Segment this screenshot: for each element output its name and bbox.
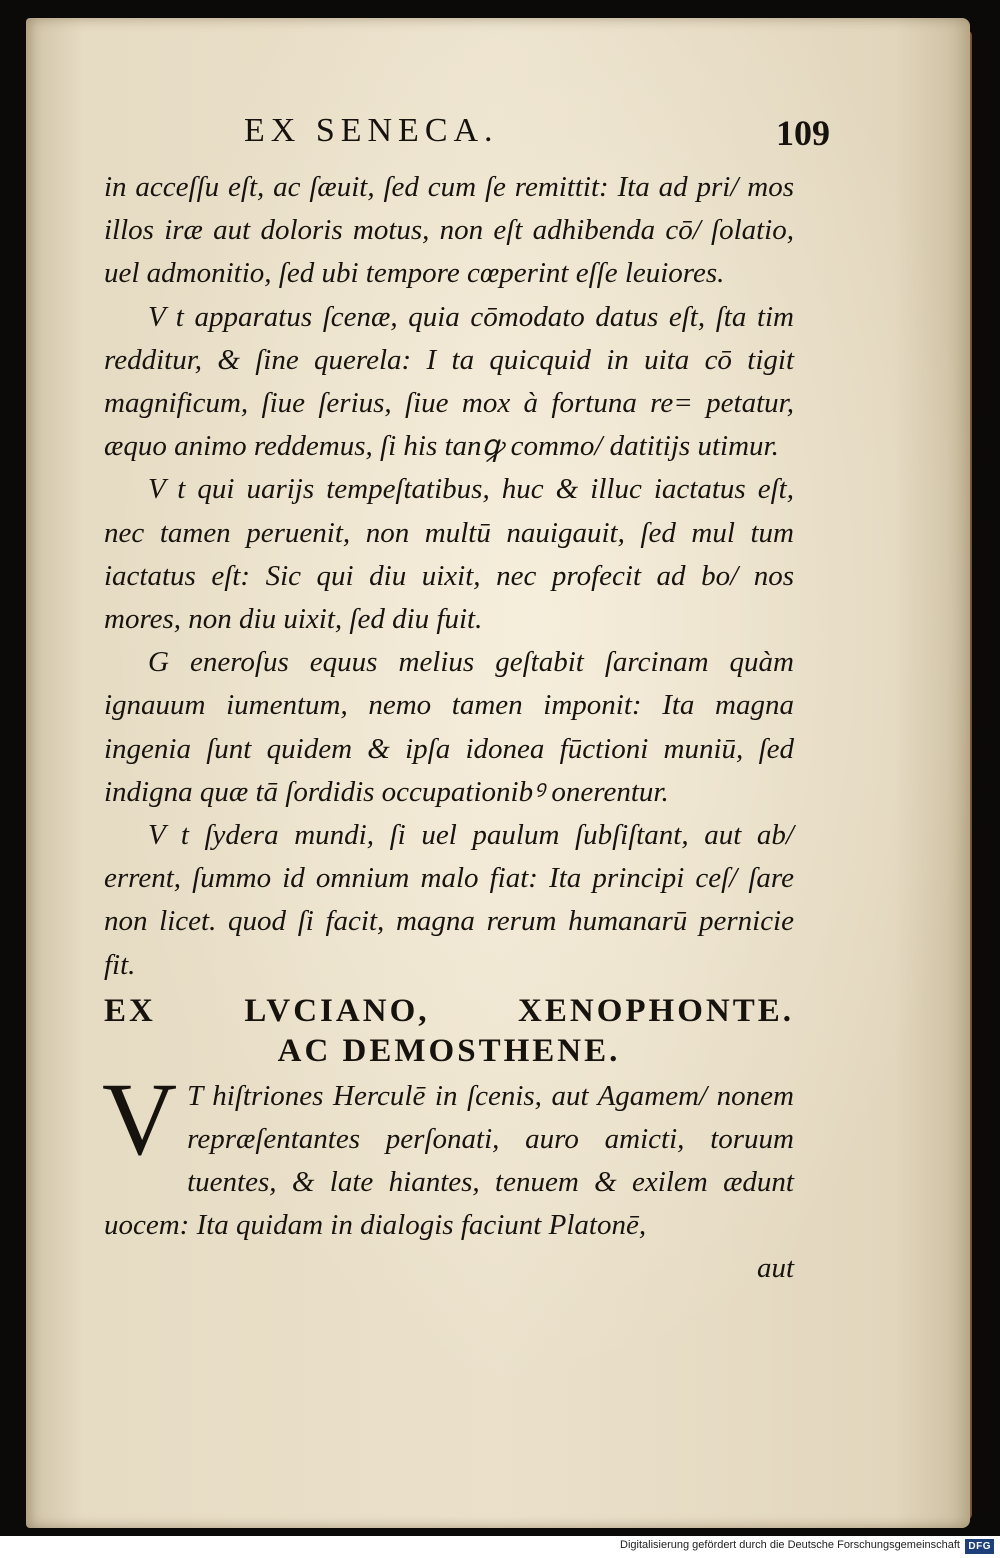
funding-credit: Digitalisierung gefördert durch die Deutsche Forschungsgemeinschaft	[620, 1539, 960, 1551]
paragraph-final-text: T hiſtriones Herculē in ſcenis, aut Agamem/ nonem repræſentantes perſonati, auro amicti, toruum tuentes, & late hiantes, tenuem & exilem ædunt uocem: Ita quidam in dialogis faciunt Platonē,	[104, 1079, 794, 1242]
catchword: aut	[756, 1251, 794, 1284]
paragraph-5: V t ſydera mundi, ſi uel paulum ſubſiſtant, aut ab/ errent, ſummo id omnium malo fiat: Ita principi ceſ/ ſare non licet. quod ſi facit, magna rerum humanarū pernicie fit.	[104, 819, 794, 981]
main-text	[104, 166, 794, 1288]
paragraph-2: V t apparatus ſcenæ, quia cōmodato datus eſt, ſta tim redditur, & ſine querela: I ta quicquid in uita cō tigit magnificum, ſiue ſerius, ſiue mox à fortuna re= petatur, æquo animo reddemus, ſi his tanꝙ commo/ datitijs utimur.	[104, 300, 794, 463]
paragraph-1: in acceſſu eſt, ac ſæuit, ſed cum ſe remittit: Ita ad pri/ mos illos iræ aut doloris motus, non eſt adhibenda cō/ ſolatio, uel admonitio, ſed ubi tempore cœperint eſſe leuiores.	[104, 171, 794, 290]
paragraph-4: G eneroſus equus melius geſtabit ſarcinam quàm ignauum iumentum, nemo tamen imponit: Ita magna ingenia ſunt quidem & ipſa idonea fūctioni muniū, ſed indigna quæ tā ſordidis occupationibꝰ onerentur.	[104, 646, 794, 808]
paragraph-3: V t qui uarijs tempeſtatibus, huc & illuc iactatus eſt, nec tamen peruenit, non multū nauigauit, ſed mul tum iactatus eſt: Sic qui diu uixit, nec profecit ad bo/ nos mores, non diu uixit, ſed diu fuit.	[104, 473, 794, 636]
drop-cap: V	[102, 1061, 178, 1177]
page-number: 109	[776, 113, 830, 153]
running-title: EX SENECA.	[244, 112, 499, 149]
section-heading	[104, 991, 794, 1071]
paragraph-final	[102, 1061, 794, 1248]
page-header	[0, 112, 1000, 156]
section-heading-line-2: AC DEMOSTHENE.	[277, 1032, 621, 1069]
section-heading-line-1: EX LVCIANO, XENOPHONTE.	[104, 992, 794, 1029]
digitization-footer	[0, 1536, 1000, 1558]
dfg-logo-icon: DFG	[965, 1539, 994, 1554]
